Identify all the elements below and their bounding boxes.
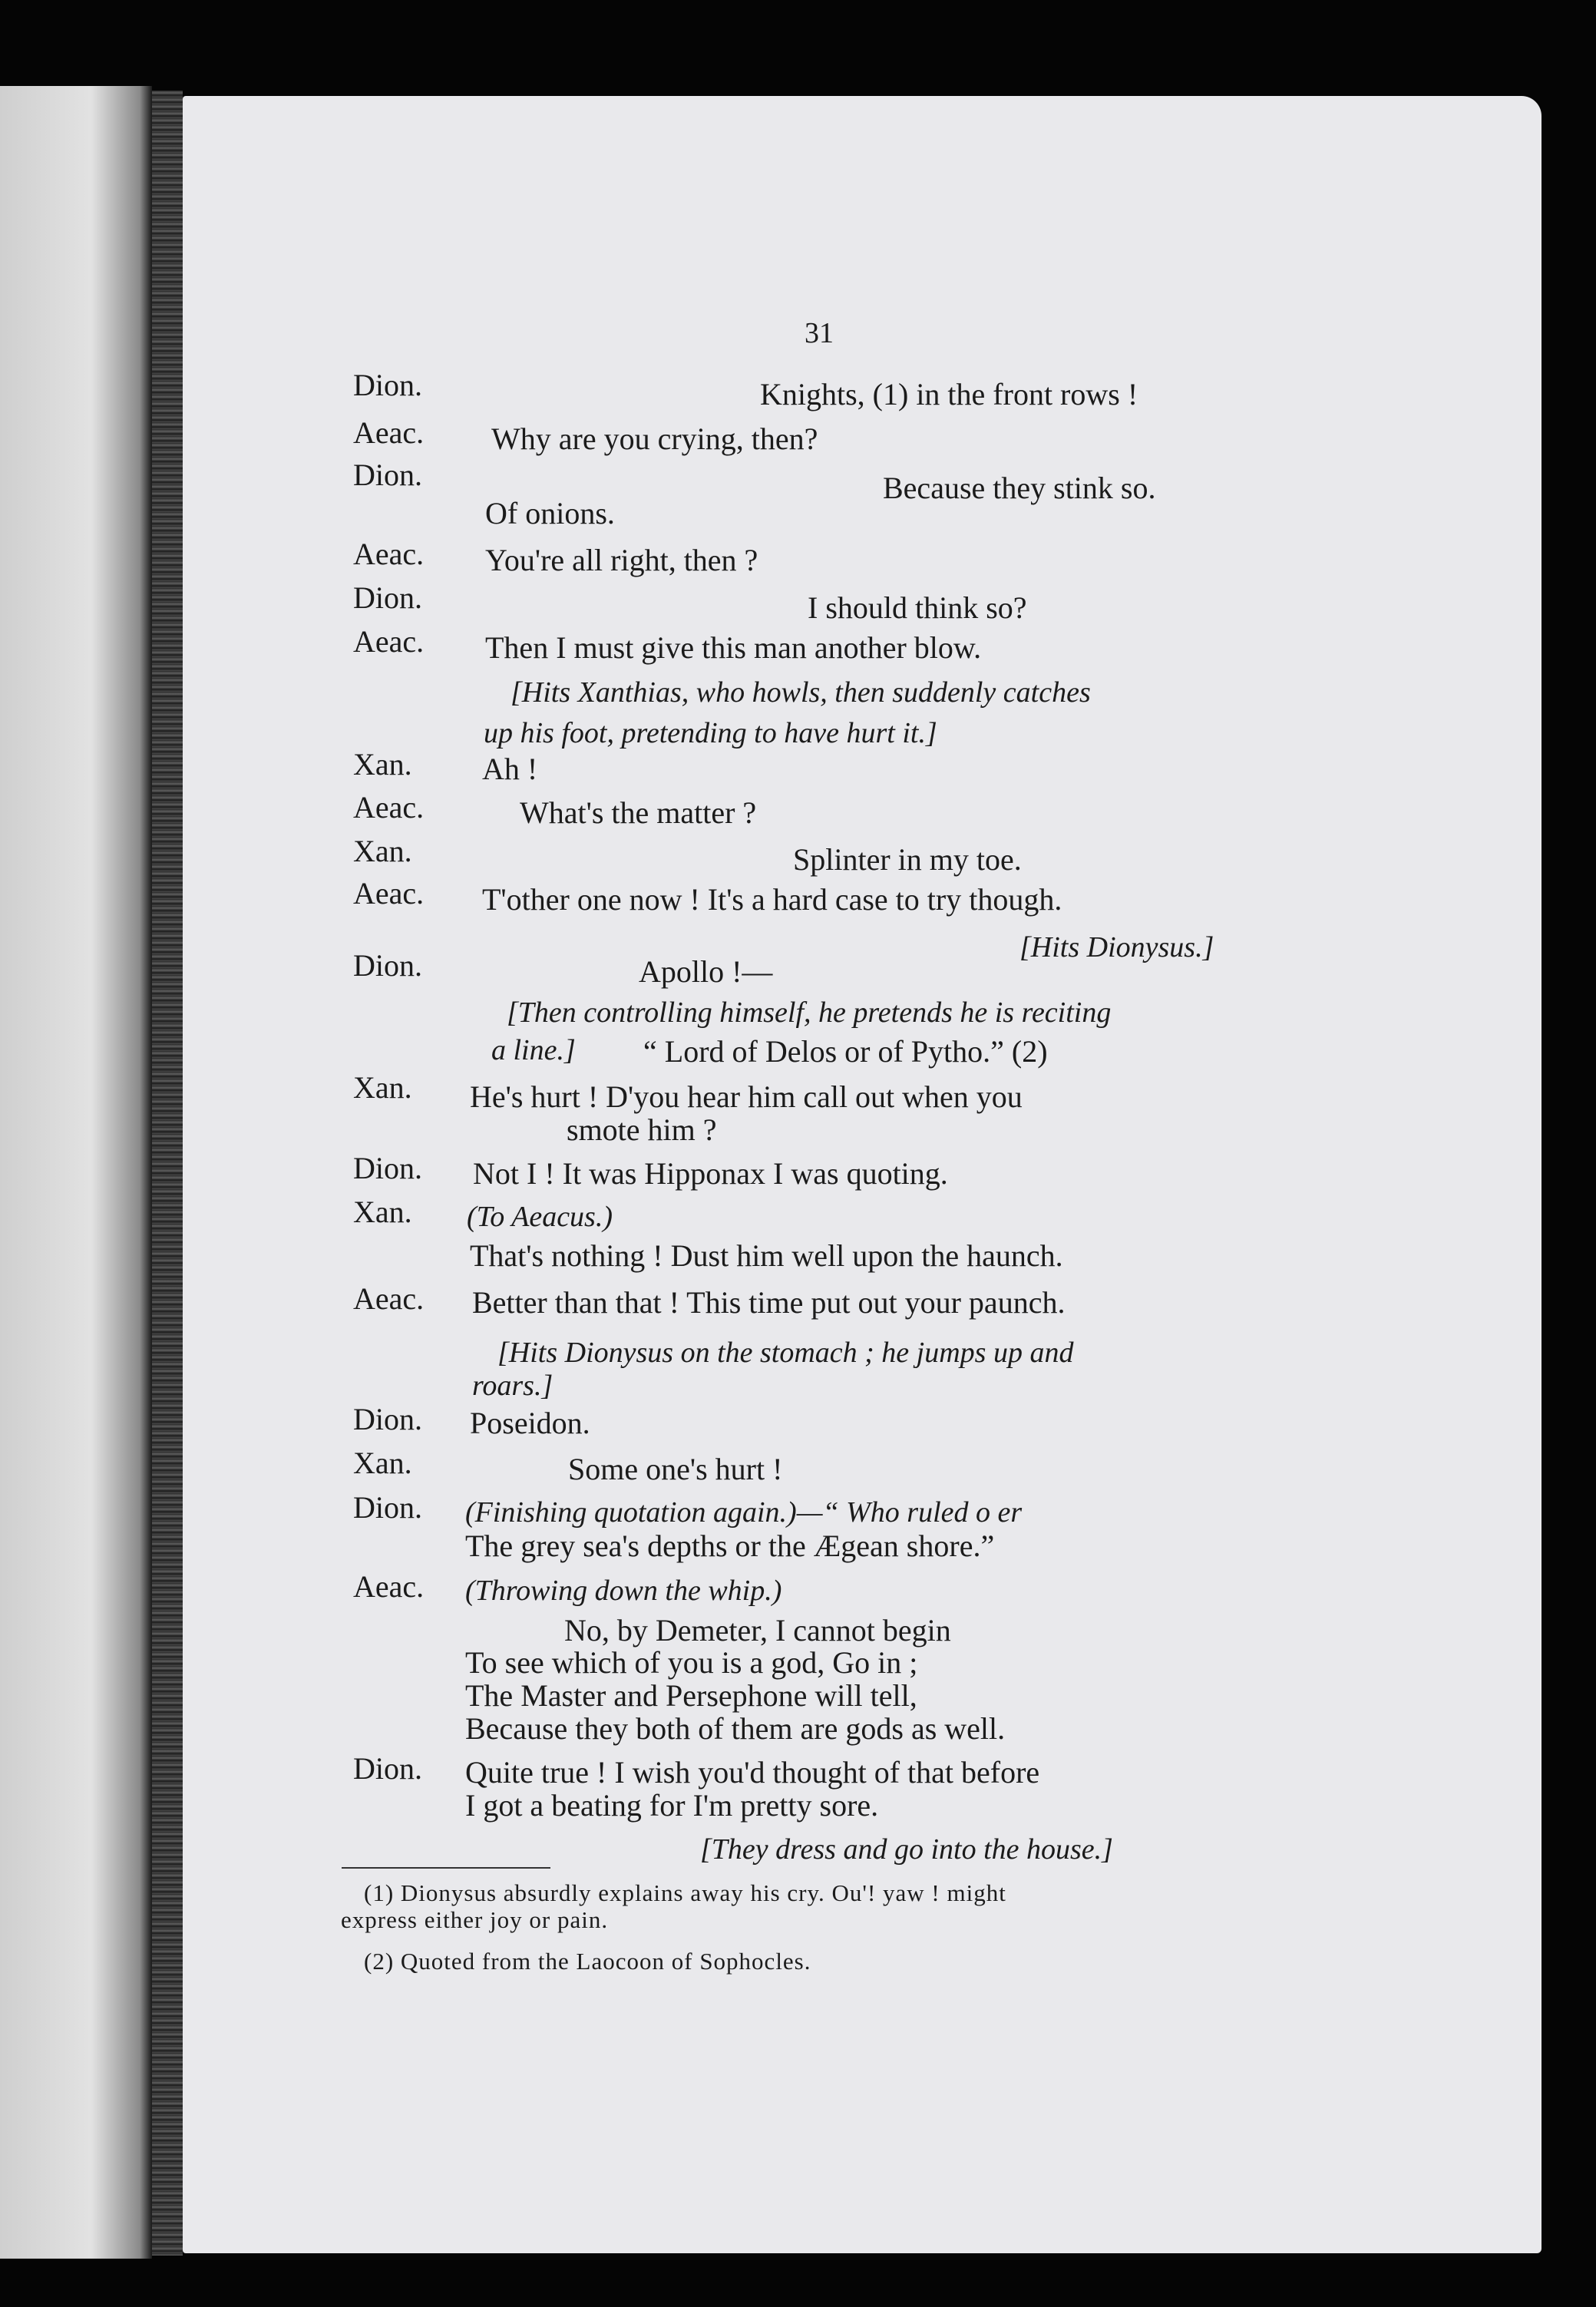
speaker-label: Xan.: [353, 834, 412, 868]
speaker-label: Aeac.: [353, 537, 425, 571]
speaker-label: Dion.: [353, 948, 422, 983]
dialogue-line: T'other one now ! It's a hard case to try though.: [482, 882, 1062, 917]
dialogue-line: Then I must give this man another blow.: [485, 630, 982, 665]
speaker-label: Dion.: [353, 1490, 422, 1525]
dialogue-line: The Master and Persephone will tell,: [465, 1678, 917, 1713]
stage-direction: (Finishing quotation again.)—“ Who ruled o er: [465, 1496, 1023, 1529]
dialogue-line: I should think so?: [808, 590, 1027, 625]
speaker-label: Xan.: [353, 1070, 412, 1105]
speaker-label: Dion.: [353, 1751, 422, 1786]
facing-page-edge: [0, 86, 152, 2259]
dialogue-line: Better than that ! This time put out your paunch.: [472, 1285, 1066, 1320]
dialogue-line: Why are you crying, then?: [491, 421, 818, 456]
speaker-label: Aeac.: [353, 790, 425, 825]
stage-direction: roars.]: [472, 1370, 553, 1402]
speaker-label: Aeac.: [353, 1569, 425, 1604]
dialogue-line: smote him ?: [567, 1112, 717, 1147]
dialogue-line: The grey sea's depths or the Ægean shore.”: [465, 1529, 995, 1563]
stage-direction: up his foot, pretending to have hurt it.]: [484, 717, 937, 749]
dialogue-line: That's nothing ! Dust him well upon the haunch.: [470, 1238, 1063, 1273]
dialogue-line: He's hurt ! D'you hear him call out when you: [470, 1079, 1023, 1114]
speaker-label: Dion.: [353, 1402, 422, 1436]
dialogue-line: Not I ! It was Hipponax I was quoting.: [473, 1156, 948, 1191]
dialogue-line: Splinter in my toe.: [793, 842, 1022, 877]
speaker-label: Dion.: [353, 368, 422, 402]
dialogue-line: Because they stink so.: [883, 471, 1156, 505]
dialogue-line: I got a beating for I'm pretty sore.: [465, 1788, 879, 1823]
stage-direction: (To Aeacus.): [467, 1201, 613, 1233]
dialogue-line: Poseidon.: [470, 1406, 590, 1440]
dialogue-line: No, by Demeter, I cannot begin: [564, 1613, 951, 1648]
dialogue-line: “ Lord of Delos or of Pytho.” (2): [643, 1034, 1048, 1069]
dialogue-line: Of onions.: [485, 496, 615, 530]
footnote-rule: [342, 1867, 550, 1869]
speaker-label: Xan.: [353, 1446, 412, 1480]
speaker-label: Xan.: [353, 747, 412, 782]
footnote: (2) Quoted from the Laocoon of Sophocles.: [364, 1948, 811, 1975]
dialogue-line: Because they both of them are gods as well.: [465, 1711, 1006, 1746]
stage-direction: [Hits Dionysus.]: [1019, 931, 1214, 963]
dialogue-line: You're all right, then ?: [485, 543, 758, 577]
page-number: 31: [805, 317, 834, 349]
stage-direction: [They dress and go into the house.]: [700, 1833, 1113, 1866]
dialogue-line: Ah !: [482, 752, 538, 786]
stage-direction: a line.]: [491, 1034, 576, 1066]
book-spine: [152, 91, 183, 2256]
speaker-label: Aeac.: [353, 1281, 425, 1316]
stage-direction: [Then controlling himself, he pretends he is reciting: [507, 997, 1112, 1029]
stage-direction: (Throwing down the whip.): [465, 1575, 782, 1607]
dialogue-line: What's the matter ?: [520, 795, 757, 830]
stage-direction: [Hits Xanthias, who howls, then suddenly catches: [511, 676, 1091, 709]
speaker-label: Aeac.: [353, 624, 425, 659]
speaker-label: Dion.: [353, 1151, 422, 1185]
dialogue-line: Quite true ! I wish you'd thought of that before: [465, 1755, 1040, 1790]
speaker-label: Aeac.: [353, 415, 425, 450]
dialogue-line: Apollo !—: [639, 954, 773, 989]
footnote: (1) Dionysus absurdly explains away his cry. Ou'! yaw ! might: [364, 1879, 1006, 1906]
speaker-label: Xan.: [353, 1195, 412, 1229]
stage-direction: [Hits Dionysus on the stomach ; he jumps up and: [497, 1337, 1074, 1369]
speaker-label: Dion.: [353, 458, 422, 492]
dialogue-line: Some one's hurt !: [568, 1452, 783, 1486]
speaker-label: Aeac.: [353, 876, 425, 911]
speaker-label: Dion.: [353, 580, 422, 615]
footnote: express either joy or pain.: [341, 1906, 609, 1933]
dialogue-line: Knights, (1) in the front rows !: [760, 377, 1138, 411]
dialogue-line: To see which of you is a god, Go in ;: [465, 1645, 918, 1680]
